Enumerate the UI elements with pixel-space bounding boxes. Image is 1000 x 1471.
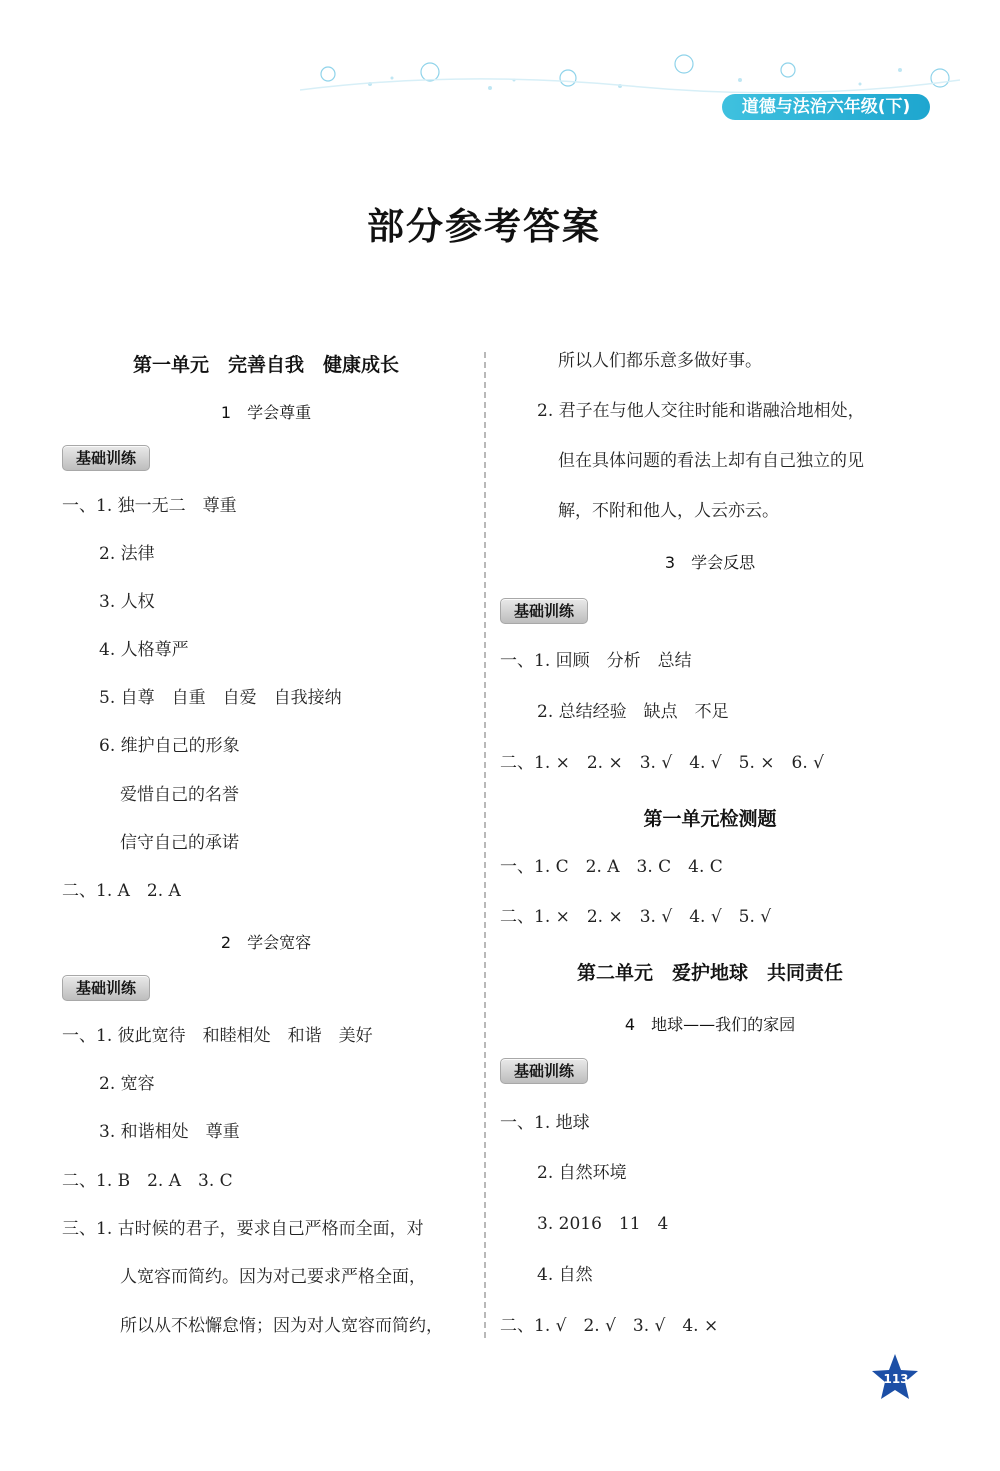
answer-line: 三、1. 古时候的君子，要求自己严格而全面，对 — [62, 1219, 424, 1239]
answer-line: 3. 和谐相处 尊重 — [99, 1122, 240, 1142]
answer-line: 解，不附和他人，人云亦云。 — [558, 501, 779, 521]
basic-training-badge: 基础训练 — [62, 975, 150, 1001]
subject-grade-tag: 道德与法治六年级(下) — [722, 94, 930, 120]
answer-line: 二、1. B 2. A 3. C — [62, 1171, 233, 1191]
answer-line: 二、1. A 2. A — [62, 881, 181, 901]
answer-line: 4. 人格尊严 — [99, 640, 189, 660]
unit1-test-heading: 第一单元检测题 — [643, 808, 777, 830]
lesson3-heading: 3 学会反思 — [664, 553, 756, 572]
answer-line: 二、1. √ 2. √ 3. √ 4. × — [500, 1316, 719, 1336]
answer-line: 2. 法律 — [99, 544, 155, 564]
answer-line: 爱惜自己的名誉 — [120, 785, 239, 805]
answer-line: 信守自己的承诺 — [120, 833, 239, 853]
answer-line: 但在具体问题的看法上却有自己独立的见 — [558, 451, 864, 471]
answer-line: 二、1. × 2. × 3. √ 4. √ 5. × 6. √ — [500, 753, 824, 773]
answer-line: 5. 自尊 自重 自爱 自我接纳 — [99, 688, 342, 708]
column-divider — [484, 352, 486, 1338]
lesson4-heading: 4 地球——我们的家园 — [624, 1015, 796, 1034]
answer-line: 一、1. 地球 — [500, 1113, 590, 1133]
basic-training-badge: 基础训练 — [500, 598, 588, 624]
answer-line: 6. 维护自己的形象 — [99, 736, 240, 756]
answer-line: 2. 君子在与他人交往时能和谐融洽地相处， — [537, 401, 865, 421]
answer-line: 3. 2016 11 4 — [537, 1214, 669, 1234]
answer-line: 一、1. 独一无二 尊重 — [62, 496, 237, 516]
answer-line: 一、1. 回顾 分析 总结 — [500, 651, 692, 671]
basic-training-badge: 基础训练 — [62, 445, 150, 471]
basic-training-badge: 基础训练 — [500, 1058, 588, 1084]
answer-line: 人宽容而简约。因为对己要求严格全面， — [120, 1267, 426, 1287]
answer-line: 2. 自然环境 — [537, 1163, 627, 1183]
lesson2-heading: 2 学会宽容 — [220, 933, 312, 952]
answer-line: 所以从不松懈怠惰；因为对人宽容而简约， — [120, 1316, 443, 1336]
answer-line: 2. 总结经验 缺点 不足 — [537, 702, 729, 722]
page-number: 113 — [883, 1372, 909, 1386]
answer-line: 2. 宽容 — [99, 1074, 155, 1094]
answer-line: 所以人们都乐意多做好事。 — [558, 351, 762, 371]
unit2-heading: 第二单元 爱护地球 共同责任 — [576, 962, 843, 984]
answer-line: 二、1. × 2. × 3. √ 4. √ 5. √ — [500, 907, 772, 927]
answer-line: 3. 人权 — [99, 592, 155, 612]
answer-line: 一、1. 彼此宽待 和睦相处 和谐 美好 — [62, 1026, 373, 1046]
answer-line: 4. 自然 — [537, 1265, 593, 1285]
lesson1-heading: 1 学会尊重 — [220, 403, 312, 422]
answer-line: 一、1. C 2. A 3. C 4. C — [500, 857, 723, 877]
page-title: 部分参考答案 — [367, 205, 601, 248]
unit1-heading: 第一单元 完善自我 健康成长 — [132, 354, 399, 376]
